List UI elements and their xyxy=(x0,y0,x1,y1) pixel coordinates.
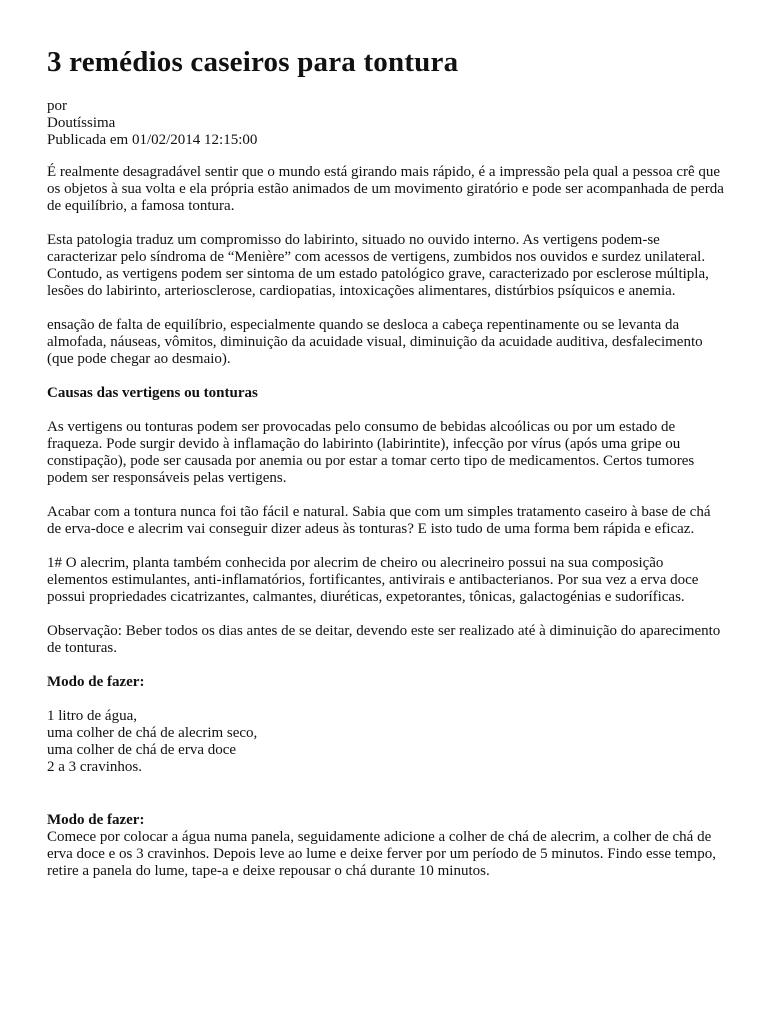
pathology-paragraph: Esta patologia traduz um compromisso do labirinto, situado no ouvido interno. As vertigens podem-se caracterizar pelo síndroma de “Menière” com acessos de vertigens, zumbidos nos ouvidos e surdez unilateral. Contudo, as vertigens podem ser sintoma de um estado patológico grave, caracterizado por esclerose múltipla, lesões do labirinto, arteriosclerose, cardiopatias, intoxicações alimentares, distúrbios psíquicos e anemia. xyxy=(47,232,709,299)
article-meta xyxy=(47,98,727,149)
list-item: uma colher de chá de erva doce xyxy=(47,742,237,758)
publish-date: Publicada em 01/02/2014 12:15:00 xyxy=(47,132,258,148)
intro-paragraph: É realmente desagradável sentir que o mundo está girando mais rápido, é a impressão pela qual a pessoa crê que os objetos à sua volta e ela própria estão animados de um movimento giratório e pode ser acompanhada de perda de equilíbrio, a famosa tontura. xyxy=(47,164,724,214)
method-heading-ingredients: Modo de fazer: xyxy=(47,674,145,690)
document-page xyxy=(47,44,727,897)
rosemary-paragraph: 1# O alecrim, planta também conhecida por alecrim de cheiro ou alecrineiro possui na sua composição elementos estimulantes, anti-inflamatórios, fortificantes, antivirais e antibacterianos. Por sua vez a erva doce possui propriedades cicatrizantes, calmantes, diuréticas, expetorantes, tônicas, galactogénias e sudoríficas. xyxy=(47,555,699,605)
symptoms-paragraph: ensação de falta de equilíbrio, especialmente quando se desloca a cabeça repentinamente ou se levanta da almofada, náuseas, vômitos, diminuição da acuidade visual, diminuição da acuidade auditiva, desfalecimento (que pode chegar ao desmaio). xyxy=(47,317,703,367)
author-name: Doutíssima xyxy=(47,115,116,131)
list-item: 1 litro de água, xyxy=(47,708,137,724)
list-item: 2 a 3 cravinhos. xyxy=(47,759,142,775)
method-heading-preparation: Modo de fazer: xyxy=(47,812,145,828)
causes-paragraph: As vertigens ou tonturas podem ser provocadas pelo consumo de bebidas alcoólicas ou por um estado de fraqueza. Pode surgir devido à inflamação do labirinto (labirintite), infecção por vírus (após uma gripe ou constipação), pode ser causada por anemia ou por estar a tomar certo tipo de medicamentos. Certos tumores podem ser responsáveis pelas vertigens. xyxy=(47,419,695,486)
observation-paragraph: Observação: Beber todos os dias antes de se deitar, devendo este ser realizado até à diminuição do aparecimento de tonturas. xyxy=(47,623,721,656)
article-title: 3 remédios caseiros para tontura xyxy=(47,46,459,78)
remedy-intro-paragraph: Acabar com a tontura nunca foi tão fácil e natural. Sabia que com um simples tratamento caseiro à base de chá de erva-doce e alecrim vai conseguir dizer adeus às tonturas? E isto tudo de uma forma bem rápida e eficaz. xyxy=(47,504,711,537)
by-label: por xyxy=(47,98,67,114)
list-item: uma colher de chá de alecrim seco, xyxy=(47,725,258,741)
ingredients-list xyxy=(47,708,727,776)
causes-heading: Causas das vertigens ou tonturas xyxy=(47,385,258,401)
preparation-paragraph: Comece por colocar a água numa panela, seguidamente adicione a colher de chá de alecrim, a colher de chá de erva doce e os 3 cravinhos. Depois leve ao lume e deixe ferver por um período de 5 minutos. Findo esse tempo, retire a panela do lume, tape-a e deixe repousar o chá durante 10 minutos. xyxy=(47,829,716,879)
